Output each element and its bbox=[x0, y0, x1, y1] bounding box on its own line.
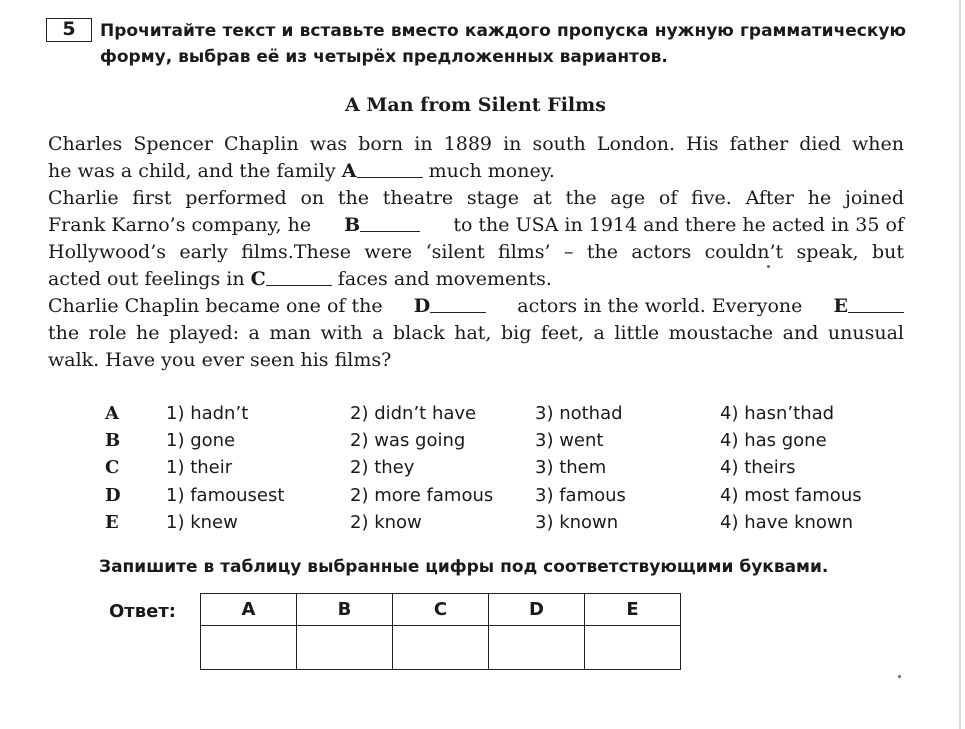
option-row-letter: A bbox=[105, 403, 119, 424]
gap-letter-a: A bbox=[341, 160, 357, 182]
gap-letter-e: E bbox=[833, 295, 848, 317]
option-choice: 1) hadn’t bbox=[166, 403, 249, 424]
gap-a-blank bbox=[357, 159, 423, 178]
answer-cell-d[interactable] bbox=[489, 626, 585, 670]
option-choice: 2) didn’t have bbox=[350, 403, 477, 424]
option-row-letter: D bbox=[105, 485, 121, 506]
answer-column-header: D bbox=[489, 594, 585, 626]
option-choice: 3) them bbox=[535, 457, 607, 478]
passage-line bbox=[48, 158, 904, 185]
passage-line: Charlie first performed on the theatre stage at the age of five. After he joined bbox=[48, 187, 904, 209]
option-choice: 4) hasn’thad bbox=[720, 403, 835, 424]
answer-cell-a[interactable] bbox=[201, 626, 297, 670]
passage-line bbox=[48, 212, 904, 239]
passage-text: actors in the world. Everyone bbox=[517, 295, 803, 317]
passage bbox=[48, 131, 904, 374]
answer-input-row bbox=[201, 626, 681, 670]
option-choice: 2) know bbox=[350, 512, 422, 533]
passage-line bbox=[48, 266, 904, 293]
option-row-letter: B bbox=[105, 430, 121, 451]
answer-cell-c[interactable] bbox=[393, 626, 489, 670]
option-row-letter: C bbox=[105, 457, 120, 478]
option-choice: 1) their bbox=[166, 457, 233, 478]
option-choice: 2) was going bbox=[350, 430, 466, 451]
gap-letter-b: B bbox=[344, 214, 361, 236]
passage-text: faces and movements. bbox=[337, 268, 552, 290]
answer-column-header: A bbox=[201, 594, 297, 626]
option-choice: 1) knew bbox=[166, 512, 238, 533]
scan-speck bbox=[767, 265, 770, 268]
option-choice: 3) went bbox=[535, 430, 604, 451]
answer-column-header: B bbox=[297, 594, 393, 626]
option-choice: 3) famous bbox=[535, 485, 626, 506]
gap-letter-c: C bbox=[250, 268, 266, 290]
answer-header-row bbox=[201, 594, 681, 626]
answer-cell-b[interactable] bbox=[297, 626, 393, 670]
option-choice: 4) has gone bbox=[720, 430, 827, 451]
passage-line: Charles Spencer Chaplin was born in 1889 in south London. His father died when bbox=[48, 133, 904, 155]
passage-text: much money. bbox=[428, 160, 555, 182]
text-title: A Man from Silent Films bbox=[345, 94, 606, 116]
gap-letter-d: D bbox=[413, 295, 431, 317]
option-row-letter: E bbox=[105, 512, 119, 533]
option-choice: 4) most famous bbox=[720, 485, 862, 506]
option-choice: 1) famousest bbox=[166, 485, 285, 506]
answer-instruction: Запишите в таблицу выбранные цифры под соответствующими буквами. bbox=[99, 557, 829, 577]
option-choice: 1) gone bbox=[166, 430, 236, 451]
scan-speck bbox=[898, 675, 901, 678]
passage-text: Charlie Chaplin became one of the bbox=[48, 295, 383, 317]
page-edge bbox=[959, 0, 961, 729]
gap-b-blank bbox=[360, 213, 420, 232]
passage-line: walk. Have you ever seen his films? bbox=[48, 349, 392, 371]
passage-line bbox=[48, 293, 904, 320]
gap-e-blank bbox=[848, 294, 904, 313]
answer-table bbox=[200, 593, 681, 670]
option-choice: 3) known bbox=[535, 512, 619, 533]
passage-line: Hollywood’s early films.These were ‘silent films’ – the actors couldn’t speak, but bbox=[48, 241, 904, 263]
passage-text: he was a child, and the family bbox=[48, 160, 336, 182]
task-instruction: Прочитайте текст и вставьте вместо каждого пропуска нужную грамматическую форму, выбрав её из четырёх предложенных вариантов. bbox=[100, 21, 906, 67]
option-choice: 3) nothad bbox=[535, 403, 623, 424]
passage-line: the role he played: a man with a black hat, big feet, a little moustache and unusual bbox=[48, 322, 904, 344]
option-choice: 2) they bbox=[350, 457, 415, 478]
answer-cell-e[interactable] bbox=[585, 626, 681, 670]
answer-column-header: C bbox=[393, 594, 489, 626]
passage-text: Frank Karno’s company, he bbox=[48, 214, 312, 236]
option-choice: 4) have known bbox=[720, 512, 854, 533]
passage-text: to the USA in 1914 and there he acted in 35 of bbox=[453, 214, 904, 236]
task-number: 5 bbox=[46, 18, 92, 42]
answer-column-header: E bbox=[585, 594, 681, 626]
option-choice: 4) theirs bbox=[720, 457, 796, 478]
passage-text: acted out feelings in bbox=[48, 268, 245, 290]
option-choice: 2) more famous bbox=[350, 485, 494, 506]
gap-d-blank bbox=[430, 294, 486, 313]
answer-label: Ответ: bbox=[109, 601, 176, 622]
gap-c-blank bbox=[266, 267, 332, 286]
